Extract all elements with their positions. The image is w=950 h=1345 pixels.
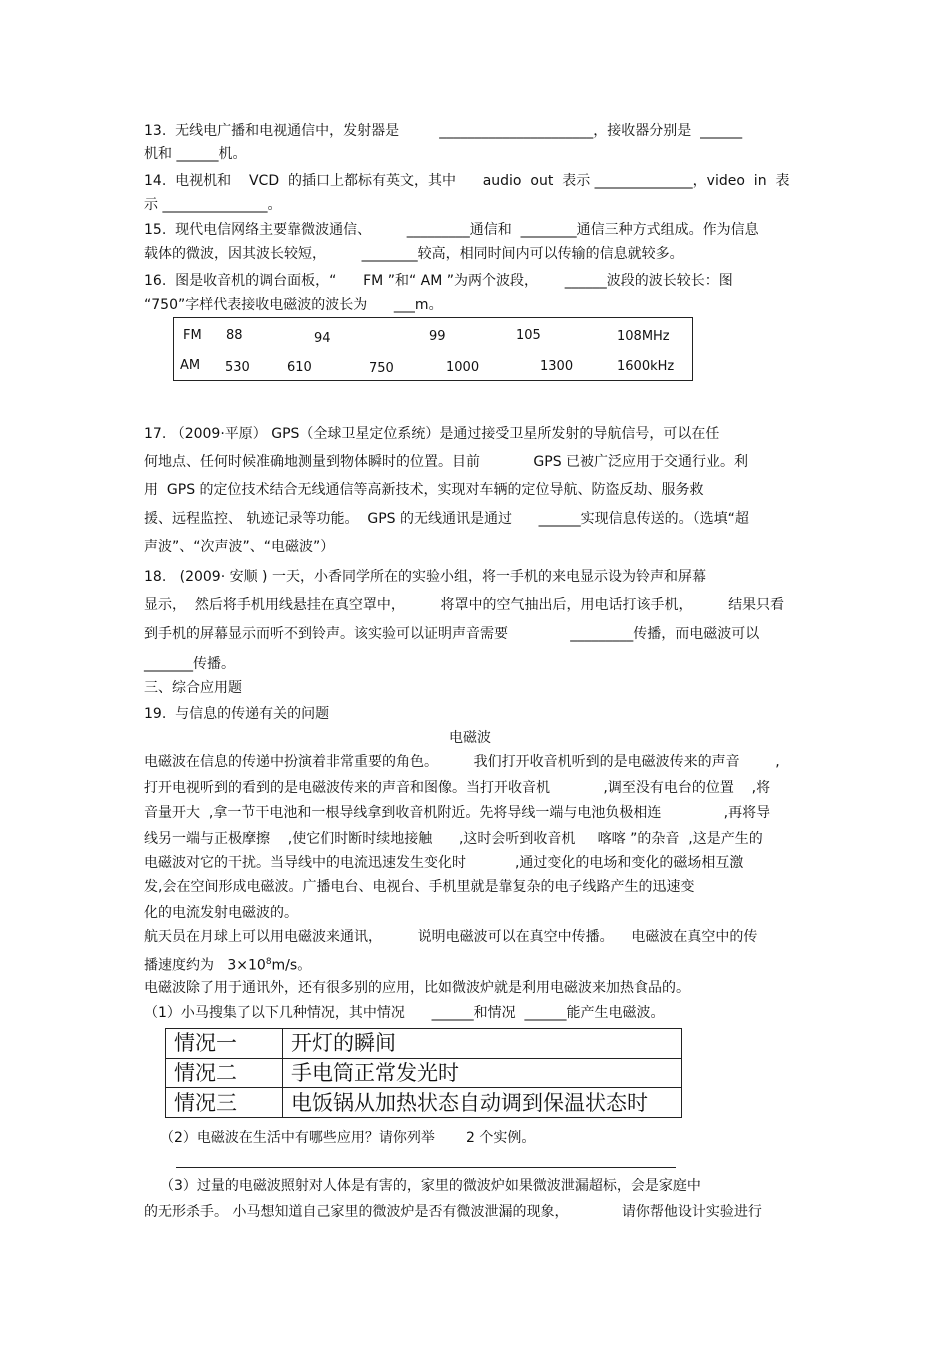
fm-tick: 88 [226,328,243,343]
desc-cell: 手电筒正常发光时 [283,1058,682,1088]
paragraph-line: 发,会在空间形成电磁波。广播电台、电视台、手机里就是靠复杂的电子线路产生的迅速变 [144,879,695,895]
q18-line3: 到手机的屏幕显示而听不到铃声。该实验可以证明声音需要 _________传播，而电磁波可以 [144,626,760,642]
answer-line [176,1167,676,1168]
radio-dial-panel [173,317,693,381]
am-tick: 610 [287,360,312,375]
am-tick: 1600kHz [617,359,675,374]
table-row [166,1088,682,1118]
q15-line1: 15. 现代电信网络主要靠微波通信、 _________通信和 ________通信三种方式组成。作为信息 [144,222,759,238]
q15-line2: 载体的微波，因其波长较短， ________较高，相同时间内可以传输的信息就较多。 [144,246,684,262]
speed-unit: m/s。 [271,957,312,974]
paragraph-line: 电磁波在信息的传递中扮演着非常重要的角色。 我们打开收音机听到的是电磁波传来的声音 , [144,754,780,770]
fm-tick: 94 [314,331,331,346]
q13-line1: 13. 无线电广播和电视通信中，发射器是 ______________________，接收器分别是 ______ [144,123,743,139]
sub-question-3-line1: （3）过量的电磁波照射对人体是有害的，家里的微波炉如果微波泄漏超标，会是家庭中 [160,1178,701,1194]
q16-line1: 16. 图是收音机的调台面板，“ FM ”和“ AM ”为两个波段， ______波段的波长较长：图 [144,273,733,289]
fm-tick: 105 [516,328,541,343]
fm-label: FM [183,328,202,343]
paragraph-line: 化的电流发射电磁波的。 [144,905,298,921]
table-row [166,1029,682,1059]
fm-tick: 99 [429,329,446,344]
q16-line2: “750”字样代表接收电磁波的波长为 ___m。 [144,297,443,313]
q17-line3: 用 GPS 的定位技术结合无线通信等高新技术，实现对车辆的定位导航、防盗反劫、服务救 [144,482,704,498]
paragraph-line: 电磁波对它的干扰。当导线中的电流迅速发生变化时 ,通过变化的电场和变化的磁场相互激 [144,855,744,871]
q14-line1: 14. 电视机和 VCD 的插口上都标有英文，其中 audio out 表示 ______________，video in 表 [144,173,790,189]
table-row [166,1058,682,1088]
speed-text: 播速度约为 3×10 [144,957,266,974]
q13-line2: 机和 ______机。 [144,146,247,162]
q18-line2: 显示， 然后将手机用线悬挂在真空罩中， 将罩中的空气抽出后，用电话打该手机， 结果只看 [144,597,785,613]
speed-exponent: 8 [265,957,272,967]
am-label: AM [180,358,201,373]
sub-question-1: （1）小马搜集了以下几种情况，其中情况 ______和情况 ______能产生电磁波。 [144,1005,665,1021]
q18-line1: 18. (2009· 安顺 ) 一天，小香同学所在的实验小组，将一手机的来电显示设为铃声和屏幕 [144,569,706,585]
q18-line4: _______传播。 [144,656,235,672]
q14-line2: 示 _______________。 [144,197,282,213]
paragraph-line: 电磁波除了用于通讯外，还有很多别的应用，比如微波炉就是利用电磁波来加热食品的。 [144,980,690,996]
article-heading: 电磁波 [449,730,491,746]
case-cell: 情况一 [166,1029,283,1059]
q17-line5: 声波”、“次声波”、“电磁波”） [144,539,335,555]
desc-cell: 开灯的瞬间 [283,1029,682,1059]
case-cell: 情况二 [166,1058,283,1088]
situations-table [165,1028,682,1118]
section-heading: 三、综合应用题 [144,680,242,696]
paragraph-line: 航天员在月球上可以用电磁波来通讯， 说明电磁波可以在真空中传播。 电磁波在真空中的传 [144,929,758,945]
q17-line4: 援、远程监控、 轨迹记录等功能。 GPS 的无线通讯是通过 ______实现信息传送的。（选填“超 [144,511,749,527]
fm-tick: 108MHz [617,329,670,344]
q17-line2: 何地点、任何时候准确地测量到物体瞬时的位置。目前 GPS 已被广泛应用于交通行业。利 [144,454,749,470]
q17-line1: 17. （2009·平原） GPS（全球卫星定位系统）是通过接受卫星所发射的导航信号，可以在任 [144,426,720,442]
desc-cell: 电饭锅从加热状态自动调到保温状态时 [283,1088,682,1118]
sub-question-3-line2: 的无形杀手。 小马想知道自己家里的微波炉是否有微波泄漏的现象， 请你帮他设计实验进行 [144,1204,762,1220]
paragraph-line: 线另一端与正极摩擦 ,使它们时断时续地接触 ,这时会听到收音机 喀喀 ”的杂音 ,这是产生的 [144,831,763,847]
q19-title: 19. 与信息的传递有关的问题 [144,706,330,722]
am-tick: 1000 [446,360,480,375]
case-cell: 情况三 [166,1088,283,1118]
speed-line [144,953,311,975]
am-tick: 1300 [540,359,574,374]
paragraph-line: 音量开大 ,拿一节干电池和一根导线拿到收音机附近。先将导线一端与电池负极相连 ,再将导 [144,805,771,821]
sub-question-2: （2）电磁波在生活中有哪些应用？请你列举 2 个实例。 [160,1130,536,1146]
am-tick: 750 [369,361,394,376]
am-tick: 530 [225,360,250,375]
paragraph-line: 打开电视听到的看到的是电磁波传来的声音和图像。当打开收音机 ,调至没有电台的位置 ,将 [144,780,771,796]
